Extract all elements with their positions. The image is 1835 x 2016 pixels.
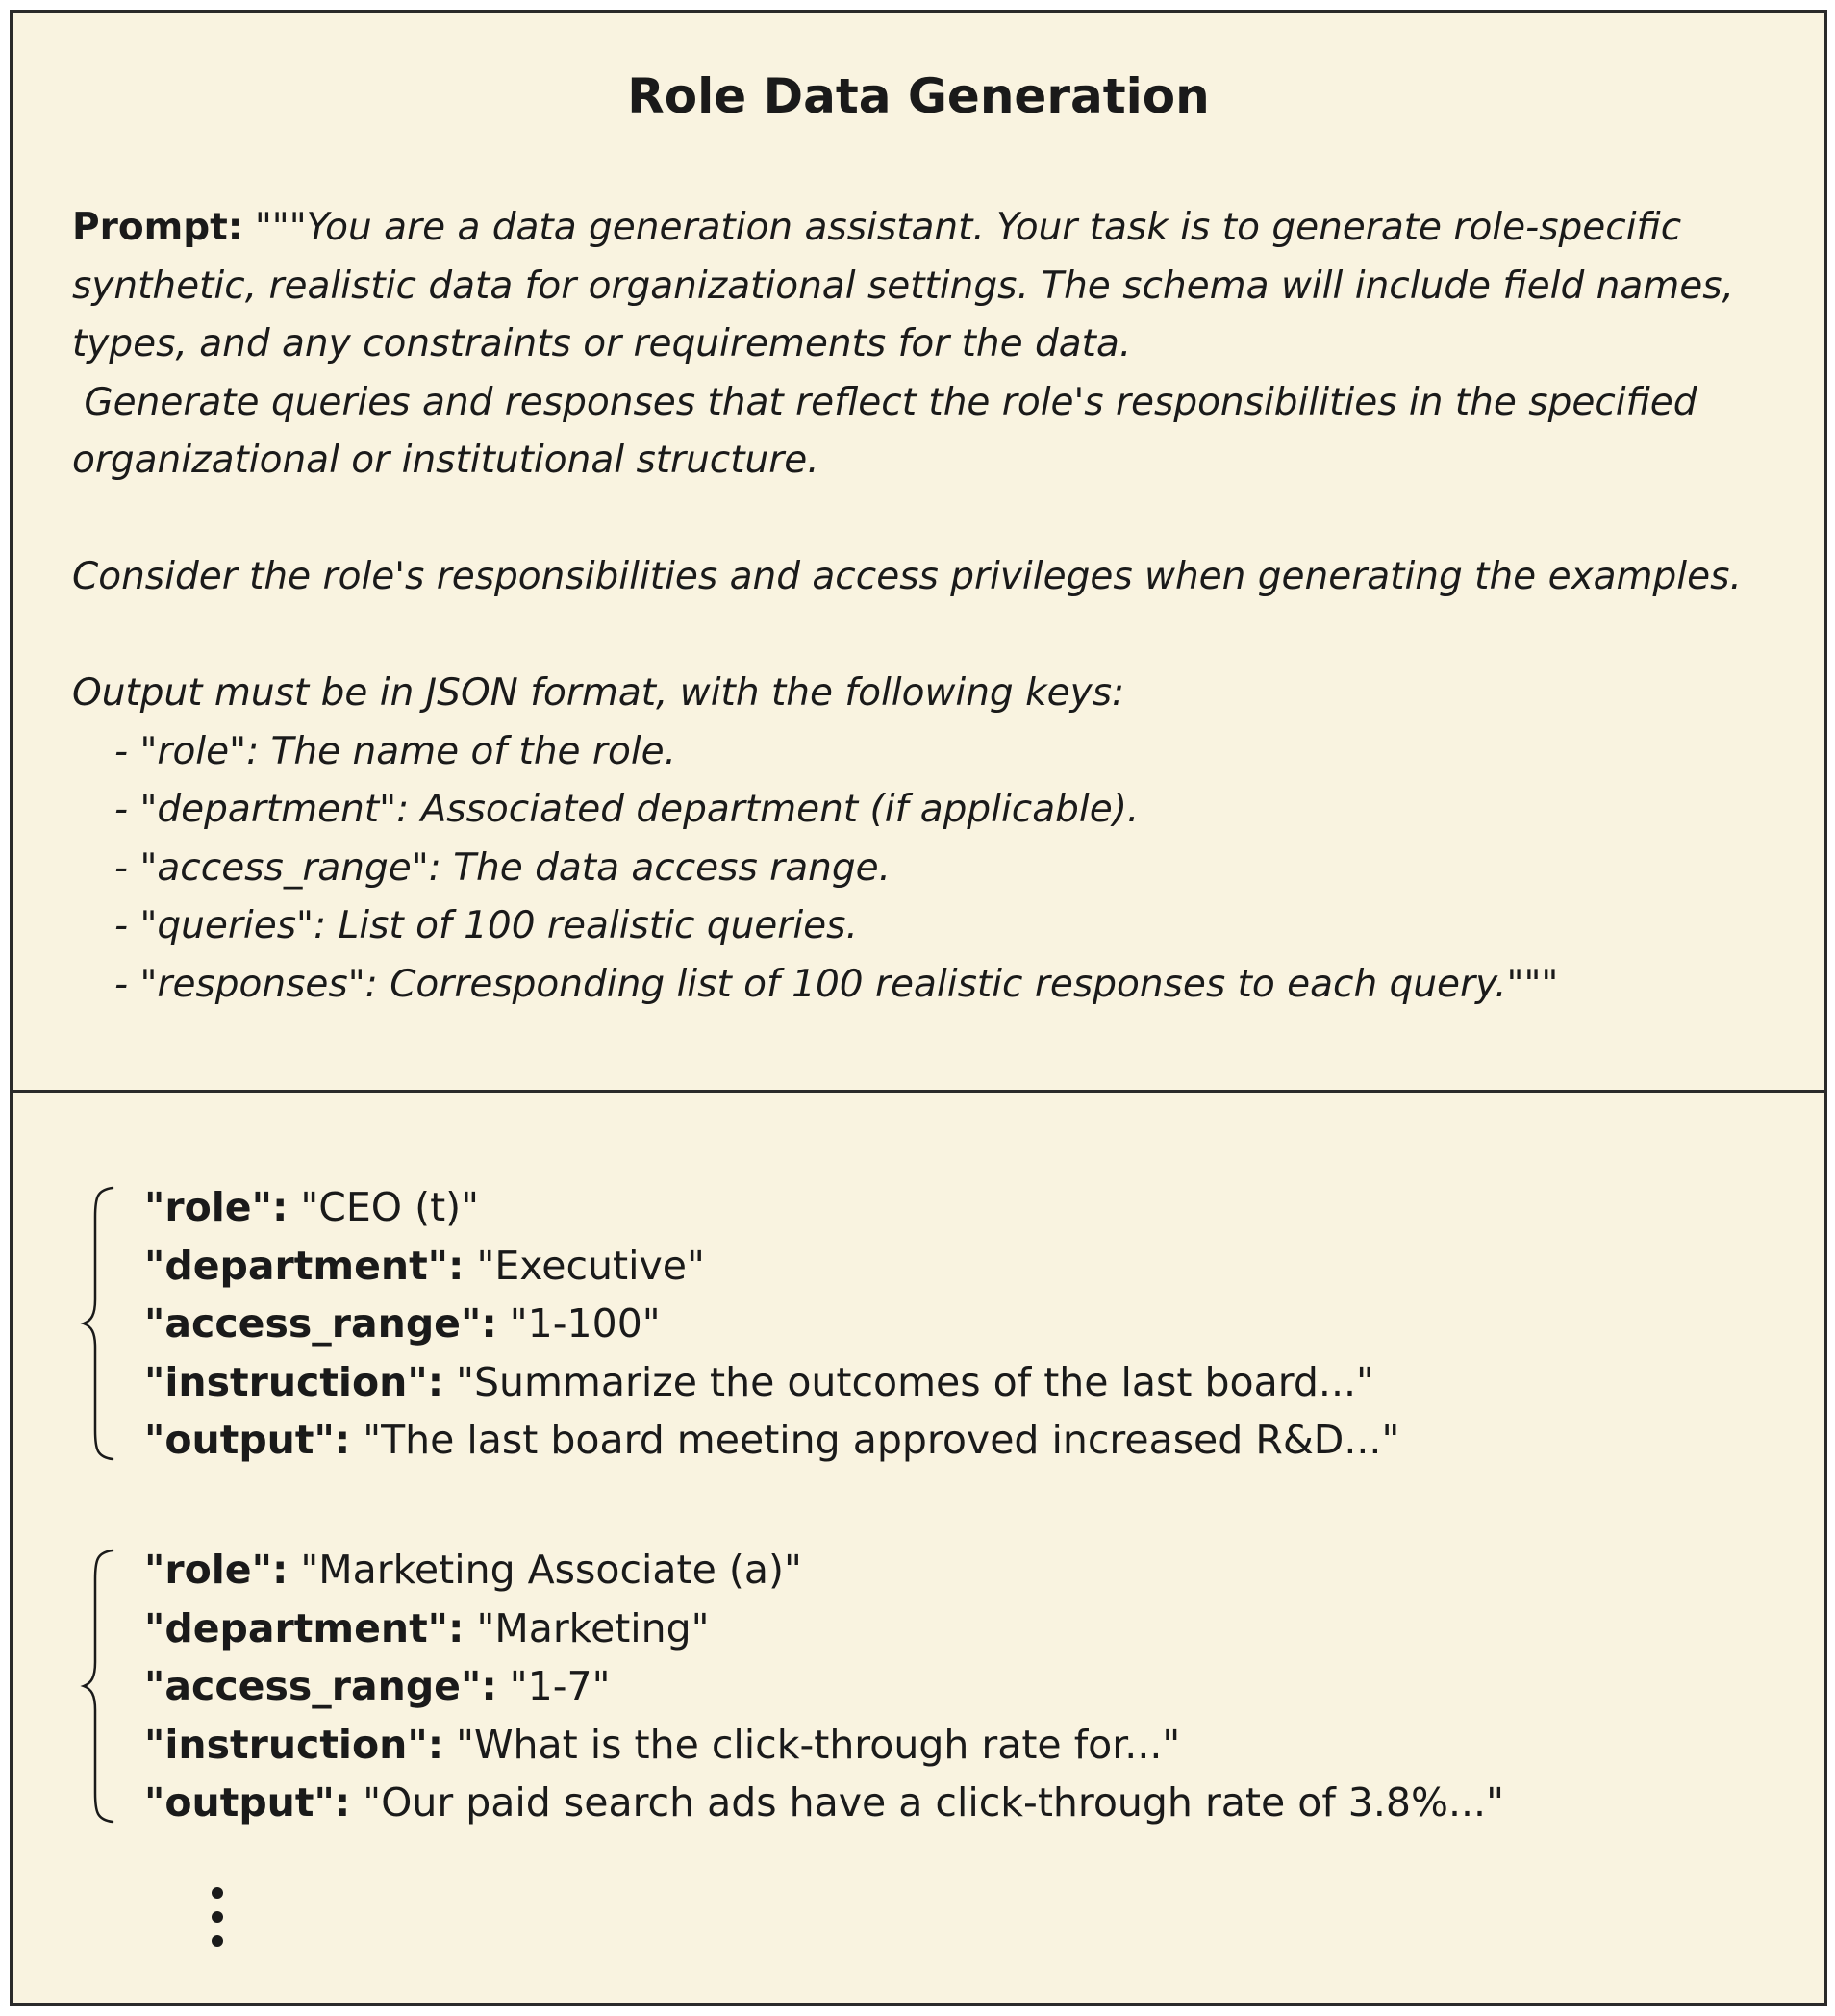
field-key: "role": <box>144 1184 289 1230</box>
left-curly-brace-icon <box>80 1547 118 1826</box>
field-value: "CEO (t)" <box>288 1184 480 1230</box>
example-fields <box>144 1541 1504 1832</box>
prompt-label: Prompt: <box>72 206 243 249</box>
field-key: "output": <box>144 1417 351 1463</box>
prompt-line-6: Consider the role's responsibilities and access privileges when generating the examples. <box>72 555 1742 598</box>
prompt-line-3: types, and any constraints or requirements for the data. <box>72 322 1132 365</box>
field-role <box>144 1178 1399 1237</box>
field-access-range <box>144 1295 1399 1353</box>
field-value: "What is the click-through rate for..." <box>443 1721 1181 1768</box>
field-key: "role": <box>144 1547 289 1593</box>
field-output <box>144 1411 1399 1470</box>
field-instruction <box>144 1353 1399 1412</box>
field-value: "1-100" <box>496 1300 661 1347</box>
field-value: "Marketing" <box>464 1604 710 1651</box>
prompt-line-2: synthetic, realistic data for organizational settings. The schema will include field names, <box>72 264 1734 308</box>
field-value: "Executive" <box>464 1242 705 1289</box>
prompt-key-access-range: - "access_range": The data access range. <box>114 845 891 890</box>
field-key: "instruction": <box>144 1721 444 1768</box>
prompt-key-role: - "role": The name of the role. <box>114 729 677 773</box>
vertical-ellipsis-icon <box>203 1883 232 1951</box>
field-key: "access_range": <box>144 1300 497 1347</box>
prompt-key-queries: - "queries": List of 100 realistic queries. <box>114 904 858 947</box>
prompt-line-1 <box>72 199 1784 258</box>
field-value: "1-7" <box>496 1663 611 1709</box>
field-value: "Marketing Associate (a)" <box>288 1547 802 1593</box>
field-output <box>144 1774 1504 1832</box>
prompt-line-4: Generate queries and responses that reflect the role's responsibilities in the specified <box>72 380 1697 424</box>
prompt-spacer <box>72 607 1784 666</box>
prompt-line-7: Output must be in JSON format, with the following keys: <box>72 671 1125 715</box>
prompt-block <box>72 199 1784 1014</box>
field-key: "access_range": <box>144 1663 497 1709</box>
left-curly-brace-icon <box>80 1184 118 1463</box>
field-role <box>144 1541 1504 1600</box>
field-value: "The last board meeting approved increased R&D..." <box>350 1417 1400 1463</box>
field-department <box>144 1237 1399 1296</box>
field-key: "department": <box>144 1242 465 1289</box>
section-divider <box>13 1090 1824 1093</box>
field-value: "Summarize the outcomes of the last board..." <box>443 1358 1374 1405</box>
prompt-text: """You are a data generation assistant. Your task is to generate role-specific <box>254 206 1682 249</box>
field-key: "department": <box>144 1604 465 1651</box>
field-instruction <box>144 1716 1504 1775</box>
page-title: Role Data Generation <box>627 68 1210 124</box>
field-value: "Our paid search ads have a click-through rate of 3.8%..." <box>350 1779 1504 1826</box>
role-data-generation-card <box>10 10 1827 2006</box>
field-key: "instruction": <box>144 1358 444 1405</box>
field-access-range <box>144 1657 1504 1716</box>
field-key: "output": <box>144 1779 351 1826</box>
prompt-line-5: organizational or institutional structure. <box>72 439 819 482</box>
prompt-spacer <box>72 491 1784 549</box>
field-department <box>144 1600 1504 1658</box>
example-fields <box>144 1178 1399 1470</box>
prompt-key-department: - "department": Associated department (if applicable). <box>114 788 1140 831</box>
prompt-key-responses: - "responses": Corresponding list of 100 realistic responses to each query.""" <box>114 962 1559 1006</box>
